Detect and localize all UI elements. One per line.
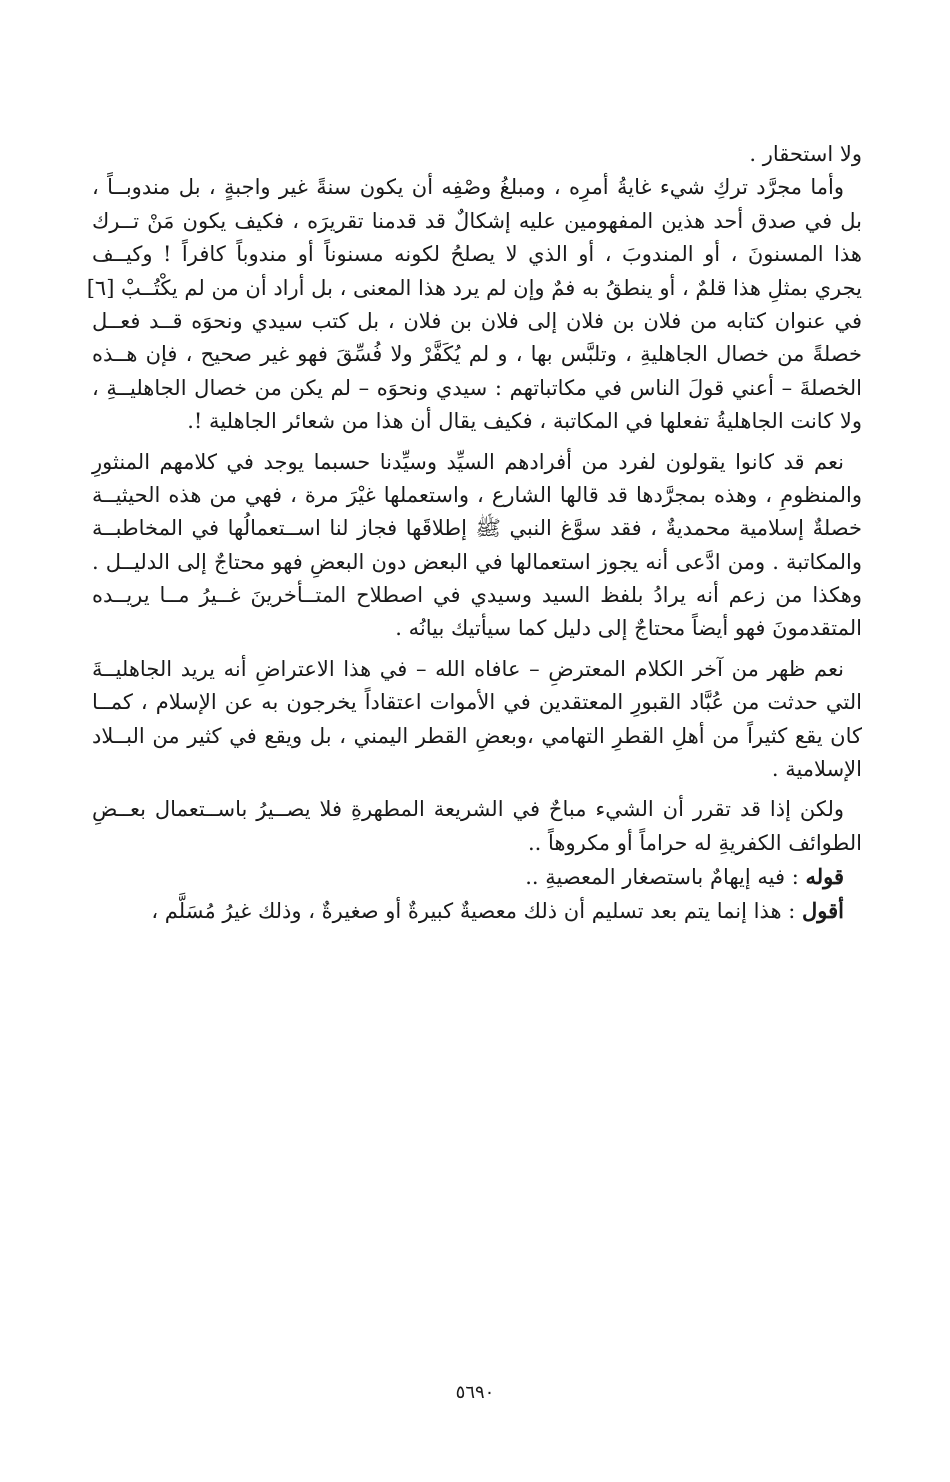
text-line: الخصلةَ – أعني قولَ الناس في مكاتباتهم : سيدي ونحوَه – لم يكن من خصال الجاهليــةِ ، bbox=[92, 375, 862, 400]
paragraph-3 bbox=[92, 446, 862, 646]
paragraph-5 bbox=[92, 793, 862, 860]
text-line: والمكاتبة . ومن ادَّعى أنه يجوز استعمالها في البعض دون البعضِ فهو محتاجٌ إلى الدليــل . bbox=[92, 549, 862, 574]
text-line: وأما مجرَّد تركِ شيء غايةُ أمرِه ، ومبلغُ وصْفِه أن يكون سنةً غير واجبةٍ ، بل مندوبــاً ، bbox=[92, 175, 844, 200]
text-line: كان يقع كثيراً من أهلِ القطرِ التهامي ،وبعضِ القطر اليمني ، بل ويقع في كثير من البــلاد bbox=[92, 723, 862, 748]
text-line: التي حدثت من عُبَّاد القبورِ المعتقدين في الأموات اعتقاداً يخرجون به عن الإسلام ، كمــا bbox=[92, 690, 862, 715]
text-line: ولكن إذا قد تقرر أن الشيء مباحٌ في الشريعة المطهرةِ فلا يصــيرُ باســتعمال بعــضِ bbox=[92, 797, 844, 822]
text-line: هذا المسنونَ ، أو المندوبَ ، أو الذي لا يصلحُ لكونه مسنوناً أو مندوباً كافراً ! وكيــف bbox=[92, 242, 862, 267]
paragraph-6 bbox=[92, 860, 862, 893]
text-line: ولا كانت الجاهليةُ تفعلها في المكاتبة ، فكيف يقال أن هذا من شعائر الجاهلية !. bbox=[187, 409, 862, 434]
text-line bbox=[92, 860, 862, 893]
text-line: المتقدمونَ فهو أيضاً محتاجٌ إلى دليل كما سيأتيك بيانُه . bbox=[395, 616, 862, 641]
paragraph-7 bbox=[92, 894, 862, 927]
lead-word: قوله bbox=[805, 864, 844, 890]
page-body bbox=[86, 138, 862, 927]
text-line: يجري بمثلِ هذا قلمٌ ، أو ينطقُ به فمٌ وإن لم يرد هذا المعنى ، بل أراد أن من لم يكْتُــبْ [٦] bbox=[86, 275, 862, 300]
text-line: الإسلامية . bbox=[771, 757, 862, 782]
text-line: نعم ظهر من آخر الكلام المعترضِ – عافاه الله – في هذا الاعتراضِ أنه يريد الجاهليــةَ bbox=[92, 656, 844, 681]
text-line: في عنوان كتابه من فلان بن فلان إلى فلان بن فلان ، بل كتب سيدي ونحوَه قــد فعــل bbox=[92, 308, 862, 333]
text-line: خصلةٌ إسلامية محمديةٌ ، فقد سوَّغ النبي ﷺ إطلاقَها فجاز لنا اســتعمالُها في المخاطبــة bbox=[92, 516, 862, 541]
text-line: خصلةً من خصال الجاهليةِ ، وتلبَّس بها ، و لم يُكَفَّرْ ولا فُسِّقَ فهو غير صحيح ، فإن هــذه bbox=[92, 342, 862, 367]
paragraph-1 bbox=[92, 138, 862, 171]
text-line: وهكذا من زعم أنه يرادُ بلفظ السيد وسيدي في اصطلاح المتــأخرينَ غــيرُ مــا يريــده bbox=[92, 583, 862, 608]
text-line: والمنظومِ ، وهذه بمجرَّدها قد قالها الشارع ، واستعملها غيْرَ مرة ، فهي من هذه الحيثيــة bbox=[92, 482, 862, 507]
text-line: الطوائف الكفريةِ له حراماً أو مكروهاً .. bbox=[527, 830, 862, 855]
text-line bbox=[92, 894, 862, 927]
text-line-rest: : هذا إنما يتم بعد تسليم أن ذلك معصيةٌ كبيرةٌ أو صغيرةٌ ، وذلك غيرُ مُسَلَّم ، bbox=[151, 898, 803, 923]
paragraph-2 bbox=[86, 171, 862, 438]
text-line: نعم قد كانوا يقولون لفرد من أفرادهم السيِّد وسيِّدنا حسبما يوجد في كلامهم المنثورِ bbox=[92, 449, 844, 474]
page-number: ٥٦٩٠ bbox=[455, 1382, 495, 1403]
lead-word: أقول bbox=[802, 897, 844, 923]
text-line-rest: : فيه إيهامٌ باستصغار المعصيةِ .. bbox=[525, 865, 806, 890]
text-line: بل في صدق أحد هذين المفهومين عليه إشكالٌ قد قدمنا تقريرَه ، فكيف يكون مَنْ تــرك bbox=[92, 208, 862, 233]
paragraph-4 bbox=[92, 653, 862, 787]
text-line: ولا استحقار . bbox=[749, 142, 862, 166]
